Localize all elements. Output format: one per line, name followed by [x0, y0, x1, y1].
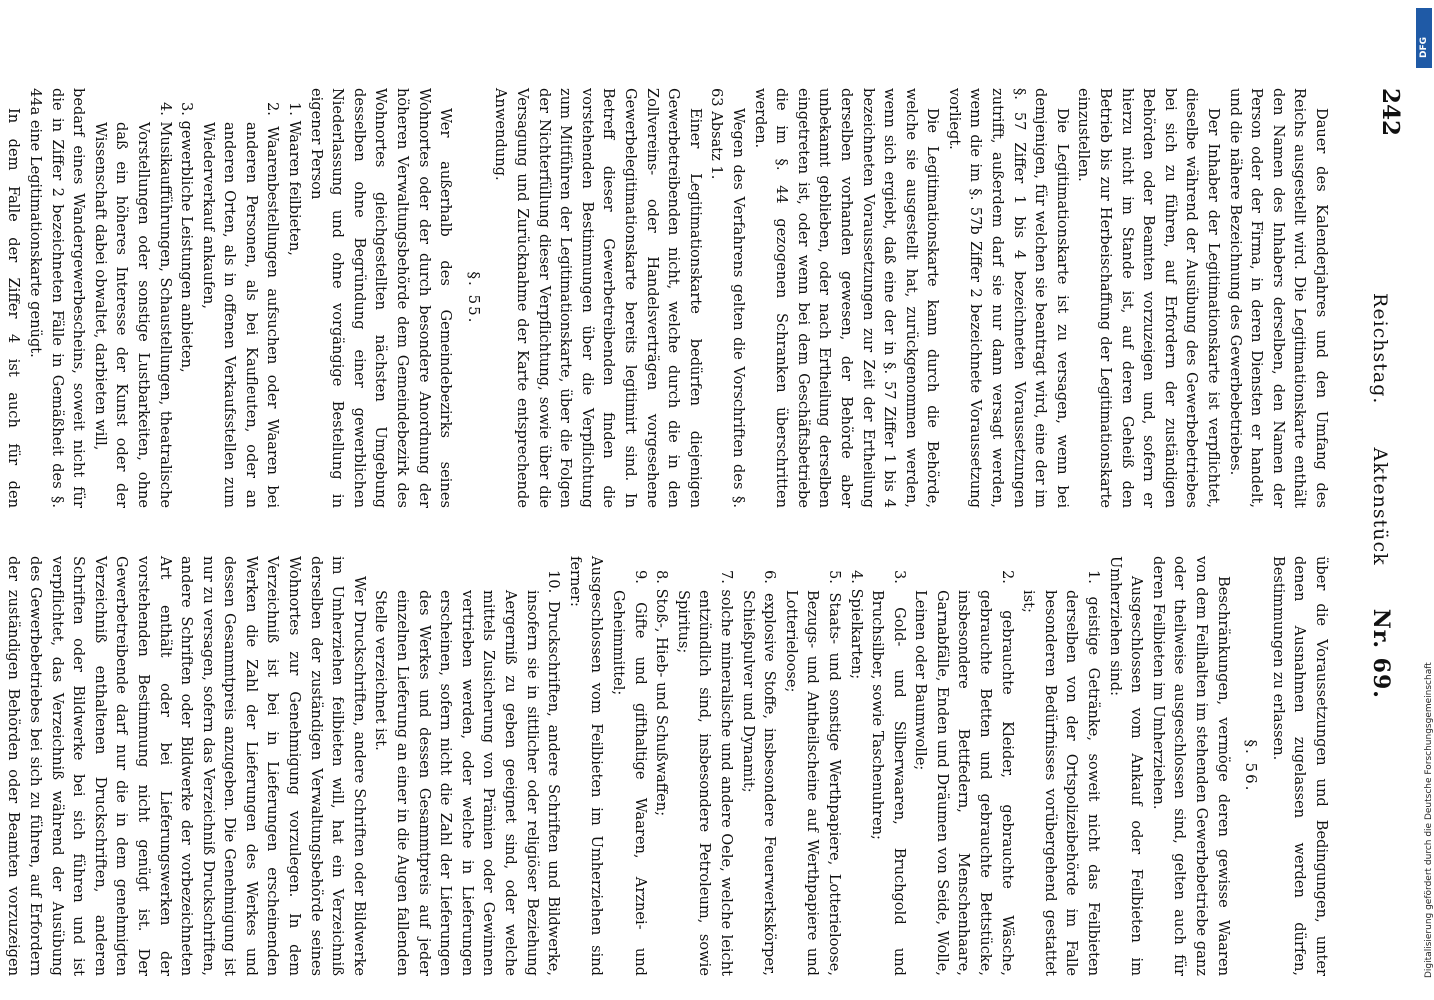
text-column-left — [5, 88, 1332, 508]
list-item: 8. Stoß-, Hieb- und Schußwaffen; — [653, 570, 671, 817]
header-reichstag: Reichstag. — [1369, 293, 1391, 405]
section-heading: §. 55. — [464, 271, 483, 325]
digitization-note-text: Digitalisierung gefördert durch die Deutsche Forschungsgemeinschaft — [1424, 662, 1434, 978]
paragraph: Beschränkungen, vermöge deren gewisse Waaren von dem Feilhalten im stehenden Gewerbebetriebe ganz oder theilweise ausgeschlossen sind, gelten auch für deren Feilbieten im Umherziehen. — [1149, 556, 1232, 976]
list-item: 2. gebrauchte Kleider, gebrauchte Wäsche, gebrauchte Betten und gebrauchte Bettstücke, insbesondere Bettfedern, Menschenhaare, Garnabfälle, Enden und Dräumen von Seide, Wolle, Leinen oder Baumwolle; — [912, 570, 1016, 976]
list-item: 7. solche mineralische und andere Oele, welche leicht entzündlich sind, insbesondere Petroleum, sowie Spiritus; — [674, 570, 735, 976]
page-number: 242 — [1377, 88, 1404, 137]
paragraph: über die Voraussetzungen und Bedingungen, unter denen Ausnahmen zugelassen werden dürfen, Bestimmungen zu erlassen. — [1269, 556, 1330, 976]
paragraph: Die Legitimationskarte ist zu versagen, wenn bei demjenigen, für welchen sie beantragt wird, eine der im §. 57 Ziffer 1 bis 4 bezeichneten Voraussetzungen zutrifft, außerdem darf sie nur dann versagt werden, wenn die im §. 57b Ziffer 2 bezeichnete Voraussetzung vorliegt. — [945, 88, 1071, 508]
dfg-logo — [1416, 8, 1432, 68]
dfg-logo-text: DFG — [1419, 36, 1429, 58]
list-item: 2. Waarenbestellungen aufsuchen oder Waaren bei anderen Personen, als bei Kaufleuten, oder an anderen Orten, als in offenen Verkaufsstellen zum Wiederverkauf ankaufen, — [199, 102, 282, 508]
paragraph: Wer Druckschriften, andere Schriften oder Bildwerke im Umherziehen feilbieten will, hat ein Verzeichniß derselben der zuständigen Verwaltungsbehörde seines Wohnortes zur Genehmigung vorzulegen. In dem Verzeichniß ist bei in Lieferungen erscheinenden Werken die Zahl der Lieferungen des Werkes und dessen Gesammtpreis anzugeben. Die Genehmigung ist nur zu versagen, sofern das Verzeichniß Druckschriften, andere Schriften oder Bildwerke der vorbezeichneten Art enthält oder bei Lieferungswerken der vorstehenden Bestimmung nicht genügt ist. Der Gewerbetreibende darf nur die in dem genehmigten Verzeichniß enthaltenen Druckschriften, anderen Schriften oder Bildwerke bei sich führen und ist verpflichtet, das Verzeichniß während der Ausübung des Gewerbebetriebes bei sich zu führen, auf Erfordern der zuständigen Behörden oder Beamten vorzuzeigen — [5, 556, 368, 976]
paragraph: Wer außerhalb des Gemeindebezirks seines Wohnortes oder der durch besondere Anordnung der höheren Verwaltungsbehörde dem Gemeindebezirk des Wohnortes gleichgestellten nächsten Umgebung desselben ohne Begründung einer gewerblichen Niederlassung und ohne vorgängige Bestellung in eigener Person — [307, 88, 455, 508]
header-aktenstueck: Aktenstück — [1369, 447, 1391, 566]
section-heading: §. 56. — [1242, 739, 1261, 793]
list-item: 1. geistige Getränke, soweit nicht das Feilbieten derselben von der Ortspolizeibehörde im Falle besonderen Bedürfnisses vorübergehend gestattet ist; — [1020, 570, 1103, 976]
list-item: 4. Spielkarten; — [847, 570, 865, 680]
paragraph: Die Legitimationskarte kann durch die Behörde, welche sie ausgestellt hat, zurückgenommen werden, wenn sich ergiebt, daß eine der in §. 57 Ziffer 1 bis 4 bezeichneten Voraussetzungen zur Zeit der Ertheilung derselben vorhanden gewesen, der Behörde aber unbekannt geblieben, oder nach Ertheilung derselben eingetreten ist, oder wenn bei dem Geschäftsbetriebe die im §. 44 gezogenen Schranken überschritten werden. — [751, 88, 942, 508]
list-item: 9. Gifte und gifthaltige Waaren, Arznei- und Geheimmittel; — [610, 570, 649, 976]
text-column-right — [5, 556, 1332, 976]
list-item: 6. explosive Stoffe, insbesondere Feuerwerkskörper, Schießpulver und Dynamit; — [739, 570, 779, 976]
paragraph: Ausgeschlossen vom Ankauf oder Feilbieten im Umherziehen sind: — [1106, 556, 1146, 976]
header-number: Nr. 69. — [1368, 608, 1394, 699]
header-title — [1368, 0, 1394, 996]
list-item: 5. Staats- und sonstige Werthpapiere, Lotterieloose, Bezugs- und Antheilscheine auf Werthpapiere und Lotterieloose; — [782, 570, 843, 976]
paragraph: Dauer des Kalenderjahres und den Umfang des Reichs ausgestellt wird. Die Legitimationskarte enthält den Namen des Inhabers derselben, den Namen der Person oder der Firma, in deren Diensten er handelt, und die nähere Bezeichnung des Gewerbebetriebes. — [1226, 88, 1330, 508]
paragraph: In dem Falle der Ziffer 4 ist auch für den — [5, 108, 23, 508]
digitization-note — [1418, 118, 1434, 978]
list-item: 4. Musikaufführungen, Schaustellungen, theatralische Vorstellungen oder sonstige Lustbarkeiten, ohne daß ein höheres Interesse der Kunst oder der Wissenschaft dabei obwaltet, darbieten will, — [91, 102, 174, 508]
paragraph: Einer Legitimationskarte bedürfen diejenigen Gewerbetreibenden nicht, welche durch die in den Zollvereins- oder Handelsverträgen vorgesehene Gewerbelegitimationskarte bereits legitimirt sind. In Betreff dieser Gewerbetreibenden finden die vorstehenden Bestimmungen über die Verpflichtung zum Mitführen der Legitimationskarte, über die Folgen der Nichterfüllung dieser Verpflichtung, sowie über die Versagung und Zurücknahme der Karte entsprechende Anwendung. — [492, 88, 704, 508]
list-item: 1. Waaren feilbieten, — [286, 102, 304, 256]
paragraph: bedarf eines Wandergewerbescheins, soweit nicht für die in Ziffer 2 bezeichneten Fälle in Gemäßheit des §. 44a eine Legitimationskarte genügt. — [26, 88, 88, 508]
paragraph: Wegen des Verfahrens gelten die Vorschriften des §. 63 Absatz 1. — [708, 88, 747, 508]
list-item: 3. Gold- und Silberwaaren, Bruchgold und Bruchsilber, sowie Taschenuhren; — [869, 570, 908, 976]
paragraph: Der Inhaber der Legitimationskarte ist verpflichtet, dieselbe während der Ausübung des Gewerbebetriebes bei sich zu führen, auf Erfordern der zuständigen Behörden oder Beamten vorzuzeigen und, sofern er hierzu nicht im Stande ist, auf deren Geheiß den Betrieb bis zur Herbeischaffung der Legitimationskarte einzustellen. — [1075, 88, 1223, 508]
running-head — [1350, 0, 1416, 996]
list-item: 10. Druckschriften, andere Schriften und Bildwerke, insofern sie in sittlicher oder religiöser Beziehung Aergerniß zu geben geeignet sind, oder welche mittels Zusicherung von Prämien oder Gewinnen vertrieben werden, oder welche in Lieferungen erscheinen, sofern nicht die Zahl der Lieferungen des Werkes und dessen Gesammtpreis auf jeder einzelnen Lieferung an einer in die Augen fallenden Stelle verzeichnet ist. — [372, 570, 563, 976]
list-item: 3. gewerbliche Leistungen anbieten, — [178, 102, 196, 373]
paragraph: Ausgeschlossen vom Feilbieten im Umherziehen sind ferner: — [566, 556, 606, 976]
